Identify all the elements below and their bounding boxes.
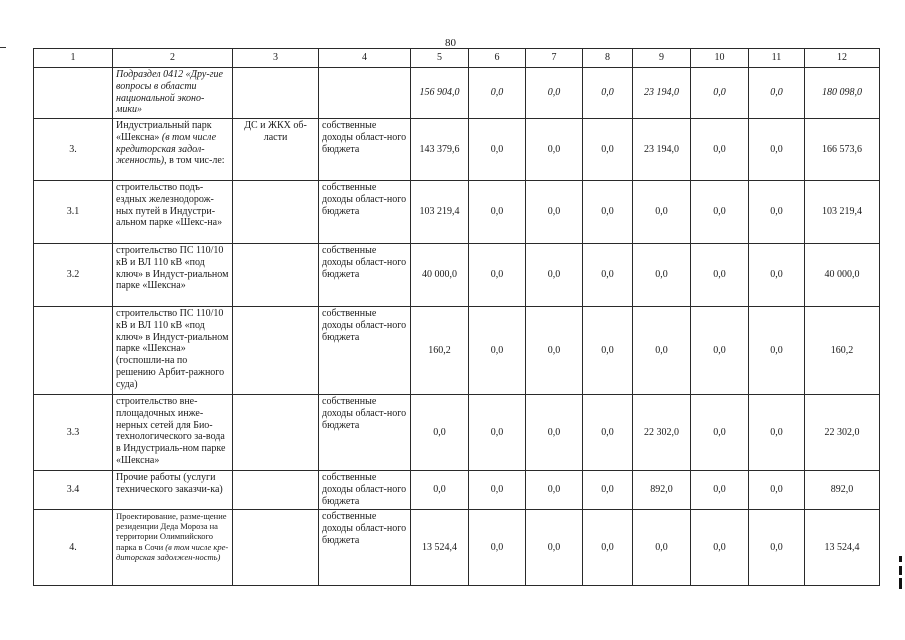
- row-value: 0,0: [633, 307, 691, 395]
- row-value: 0,0: [411, 395, 469, 471]
- row-value: 0,0: [749, 510, 805, 586]
- row-responsible: [233, 307, 319, 395]
- row-value: 0,0: [583, 244, 633, 307]
- row-name-note: (в том числе кре-диторская задолжен-ность): [116, 541, 229, 562]
- row-responsible: [233, 181, 319, 244]
- row-value: 0,0: [469, 471, 526, 510]
- table-row: [34, 68, 880, 119]
- row-value: 103 219,4: [411, 181, 469, 244]
- row-value: 0,0: [691, 307, 749, 395]
- row-value: 23 194,0: [633, 119, 691, 181]
- row-value: 0,0: [633, 181, 691, 244]
- row-value: 892,0: [633, 471, 691, 510]
- column-header: 7: [526, 49, 583, 68]
- row-name-text: Индустриальный парк «Шексна»: [116, 120, 212, 143]
- row-value: 0,0: [691, 181, 749, 244]
- column-header: 10: [691, 49, 749, 68]
- row-value: 0,0: [526, 119, 583, 181]
- row-source: [319, 68, 411, 119]
- row-value: 13 524,4: [411, 510, 469, 586]
- row-value: 0,0: [749, 244, 805, 307]
- row-number: 4.: [34, 510, 113, 586]
- row-value: 0,0: [469, 510, 526, 586]
- row-value: 0,0: [749, 471, 805, 510]
- row-value: 180 098,0: [805, 68, 880, 119]
- row-source: собственные доходы област-ного бюджета: [319, 181, 411, 244]
- row-responsible: [233, 471, 319, 510]
- row-number: 3.4: [34, 471, 113, 510]
- row-number: [34, 68, 113, 119]
- row-responsible: [233, 244, 319, 307]
- row-name: Прочие работы (услуги технического заказчи-ка): [113, 471, 233, 510]
- row-name: строительство ПС 110/10 кВ и ВЛ 110 кВ «под ключ» в Индуст-риальном парке «Шексна» (госпошли-на по решению Арбит-ражного суда): [113, 307, 233, 395]
- row-value: 22 302,0: [805, 395, 880, 471]
- page-number: 80: [445, 37, 456, 49]
- row-number: 3.: [34, 119, 113, 181]
- row-value: 22 302,0: [633, 395, 691, 471]
- scan-edge-bar: [899, 566, 902, 575]
- row-value: 0,0: [526, 395, 583, 471]
- row-value: 0,0: [583, 119, 633, 181]
- row-value: 0,0: [691, 244, 749, 307]
- row-value: 40 000,0: [411, 244, 469, 307]
- row-value: 0,0: [583, 181, 633, 244]
- column-header: 11: [749, 49, 805, 68]
- row-value: 0,0: [749, 181, 805, 244]
- row-number: 3.3: [34, 395, 113, 471]
- column-header: 9: [633, 49, 691, 68]
- table-row: [34, 510, 880, 586]
- row-responsible: [233, 510, 319, 586]
- row-value: 0,0: [583, 471, 633, 510]
- column-header: 5: [411, 49, 469, 68]
- row-value: 0,0: [469, 244, 526, 307]
- row-value: 0,0: [583, 68, 633, 119]
- row-value: 0,0: [749, 395, 805, 471]
- row-value: 156 904,0: [411, 68, 469, 119]
- row-name: строительство вне-площадочных инже-нерных сетей для Био-технологического за-вода в Индустриаль-ном парке «Шексна»: [113, 395, 233, 471]
- row-responsible: [233, 68, 319, 119]
- row-number: 3.1: [34, 181, 113, 244]
- column-header: 6: [469, 49, 526, 68]
- row-value: 0,0: [411, 471, 469, 510]
- row-source: собственные доходы област-ного бюджета: [319, 119, 411, 181]
- row-value: 0,0: [583, 395, 633, 471]
- row-value: 892,0: [805, 471, 880, 510]
- row-responsible: ДС и ЖКХ об-ласти: [233, 119, 319, 181]
- table-row: [34, 395, 880, 471]
- table-header-row: [34, 49, 880, 68]
- scan-edge-bar: [899, 556, 902, 562]
- row-value: 166 573,6: [805, 119, 880, 181]
- row-value: 0,0: [526, 68, 583, 119]
- row-value: 143 379,6: [411, 119, 469, 181]
- row-value: 23 194,0: [633, 68, 691, 119]
- scan-edge-mark: [0, 47, 6, 48]
- row-value: 0,0: [691, 471, 749, 510]
- table-row: [34, 244, 880, 307]
- row-value: 0,0: [526, 307, 583, 395]
- row-value: 40 000,0: [805, 244, 880, 307]
- row-name: [113, 119, 233, 181]
- column-header: 3: [233, 49, 319, 68]
- row-value: 0,0: [469, 119, 526, 181]
- scan-edge-bar: [899, 578, 902, 589]
- row-value: 0,0: [691, 510, 749, 586]
- row-name: Подраздел 0412 «Дру-гие вопросы в области национальной эконо-мики»: [113, 68, 233, 119]
- row-responsible: [233, 395, 319, 471]
- row-value: 13 524,4: [805, 510, 880, 586]
- row-value: 0,0: [691, 395, 749, 471]
- row-value: 0,0: [583, 307, 633, 395]
- table-row: [34, 181, 880, 244]
- row-value: 0,0: [469, 307, 526, 395]
- row-value: 0,0: [691, 119, 749, 181]
- row-name: [113, 510, 233, 586]
- row-value: 160,2: [805, 307, 880, 395]
- row-value: 0,0: [526, 471, 583, 510]
- table-row: [34, 471, 880, 510]
- row-number: 3.2: [34, 244, 113, 307]
- row-value: 160,2: [411, 307, 469, 395]
- row-number: [34, 307, 113, 395]
- row-source: собственные доходы област-ного бюджета: [319, 395, 411, 471]
- budget-table: [33, 48, 880, 586]
- row-name-note: (в том числе кредиторская задол-женность): [116, 131, 217, 167]
- row-name-text: Проектирование, разме-щение резиденции Деда Мороза на территории Олимпийского парка в Сочи: [116, 511, 227, 552]
- row-source: собственные доходы област-ного бюджета: [319, 307, 411, 395]
- row-source: собственные доходы област-ного бюджета: [319, 471, 411, 510]
- row-name: строительство ПС 110/10 кВ и ВЛ 110 кВ «под ключ» в Индуст-риальном парке «Шексна»: [113, 244, 233, 307]
- row-value: 0,0: [749, 307, 805, 395]
- row-name: строительство подъ-ездных железнодорож-ных путей в Индустри-альном парке «Шекс-на»: [113, 181, 233, 244]
- column-header: 2: [113, 49, 233, 68]
- row-value: 0,0: [583, 510, 633, 586]
- row-value: 0,0: [633, 244, 691, 307]
- row-value: 0,0: [749, 68, 805, 119]
- row-name-tail: , в том чис-ле:: [164, 155, 225, 167]
- row-value: 0,0: [691, 68, 749, 119]
- row-value: 0,0: [469, 181, 526, 244]
- row-value: 0,0: [526, 510, 583, 586]
- column-header: 4: [319, 49, 411, 68]
- table-row: [34, 119, 880, 181]
- table-row: [34, 307, 880, 395]
- row-value: 0,0: [633, 510, 691, 586]
- row-value: 0,0: [469, 395, 526, 471]
- column-header: 12: [805, 49, 880, 68]
- row-value: 103 219,4: [805, 181, 880, 244]
- row-source: собственные доходы област-ного бюджета: [319, 244, 411, 307]
- column-header: 8: [583, 49, 633, 68]
- row-value: 0,0: [526, 181, 583, 244]
- row-value: 0,0: [526, 244, 583, 307]
- column-header: 1: [34, 49, 113, 68]
- row-value: 0,0: [749, 119, 805, 181]
- row-value: 0,0: [469, 68, 526, 119]
- row-source: собственные доходы област-ного бюджета: [319, 510, 411, 586]
